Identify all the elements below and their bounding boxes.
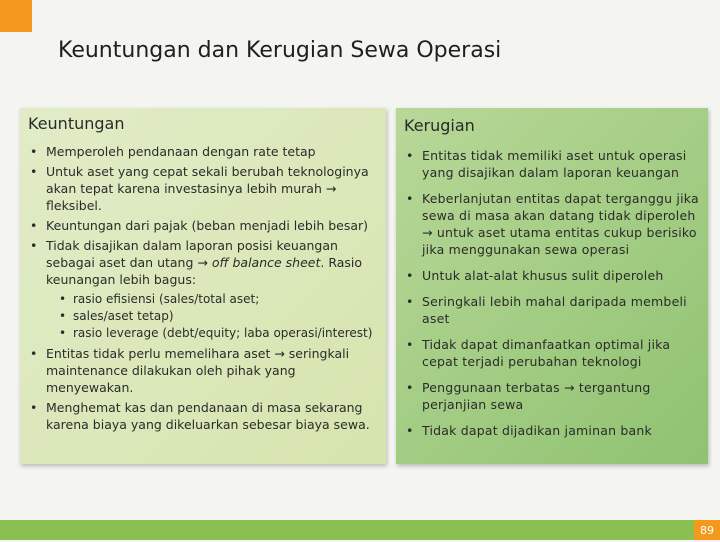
page-number: 89 [694, 520, 720, 540]
disadvantages-heading: Kerugian [404, 116, 475, 135]
list-item: • Entitas tidak perlu memelihara aset → seringkali maintenance dilakukan oleh pihak yang menyewakan. [28, 345, 378, 396]
list-item: • Keuntungan dari pajak (beban menjadi lebih besar) [28, 217, 378, 234]
slide-title: Keuntungan dan Kerugian Sewa Operasi [58, 38, 502, 63]
footer-bar [0, 520, 720, 540]
advantages-list [28, 143, 378, 433]
sub-list-item: • sales/aset tetap) [46, 308, 378, 325]
list-item: • Tidak dapat dijadikan jaminan bank [404, 422, 700, 439]
list-item-text: . Rasio keunangan lebih bagus: [46, 255, 363, 287]
list-item: • Untuk alat-alat khusus sulit diperoleh [404, 267, 700, 284]
list-item: • Untuk aset yang cepat sekali berubah teknologinya akan tepat karena investasinya lebih murah → fleksibel. [28, 163, 378, 214]
list-item: • Keberlanjutan entitas dapat terganggu jika sewa di masa akan datang tidak diperoleh → untuk aset utama entitas cukup berisiko jika menggunakan sewa operasi [404, 190, 700, 258]
list-item: • Entitas tidak memiliki aset untuk operasi yang disajikan dalam laporan keuangan [404, 147, 700, 181]
list-item: • Menghemat kas dan pendanaan di masa sekarang karena biaya yang dikeluarkan sebesar biaya sewa. [28, 399, 378, 433]
list-item: • Memperoleh pendanaan dengan rate tetap [28, 143, 378, 160]
advantages-heading: Keuntungan [28, 114, 125, 133]
sub-list-item: • rasio leverage (debt/equity; laba operasi/interest) [46, 325, 378, 342]
disadvantages-panel [396, 108, 708, 464]
list-item [28, 237, 378, 342]
disadvantages-list [404, 147, 700, 439]
sub-list-item: • rasio efisiensi (sales/total aset; [46, 291, 378, 308]
accent-square [0, 0, 32, 32]
ratio-sublist [46, 291, 378, 342]
list-item-text: Tidak disajikan dalam laporan posisi keuangan sebagai aset dan utang → [46, 238, 338, 270]
advantages-panel [20, 108, 386, 464]
off-balance-sheet-term: off balance sheet [211, 255, 321, 270]
list-item: • Tidak dapat dimanfaatkan optimal jika cepat terjadi perubahan teknologi [404, 336, 700, 370]
list-item: • Seringkali lebih mahal daripada membeli aset [404, 293, 700, 327]
list-item: • Penggunaan terbatas → tergantung perjanjian sewa [404, 379, 700, 413]
